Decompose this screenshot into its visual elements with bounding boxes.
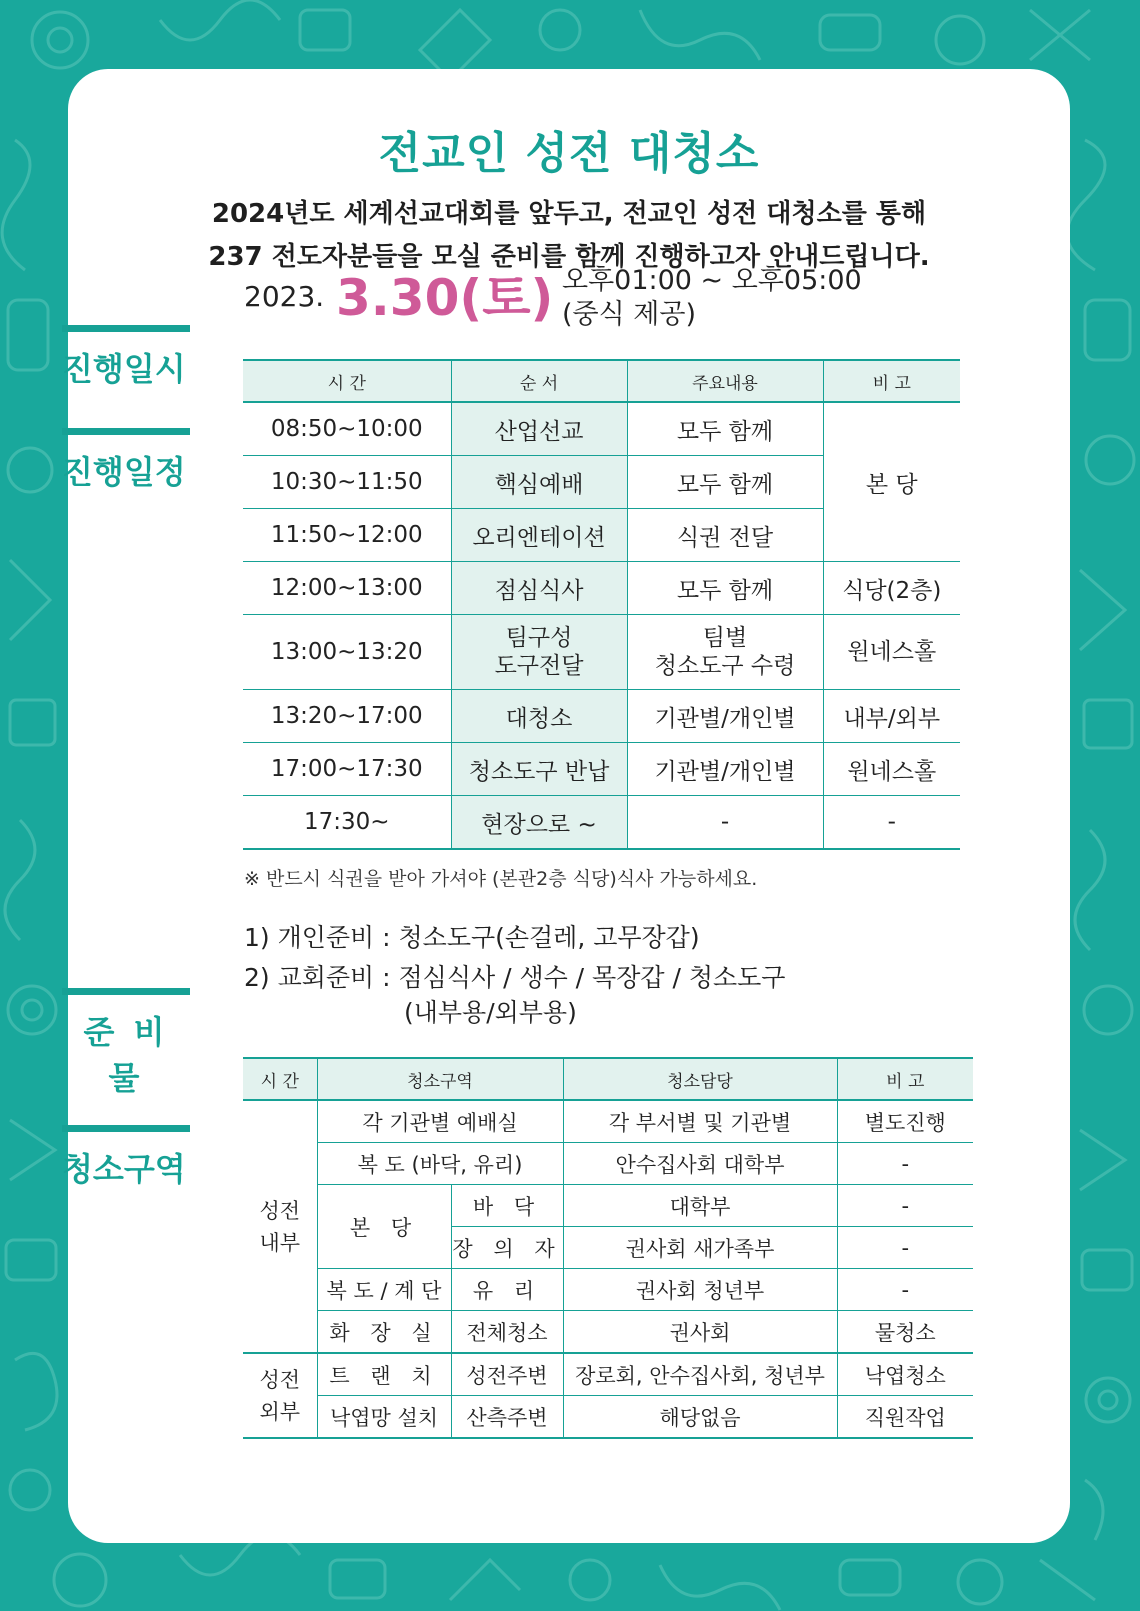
section-label-datetime: 진행일시 bbox=[62, 325, 190, 390]
table-header-row bbox=[243, 1058, 973, 1100]
cell-team: 권사회 bbox=[563, 1311, 837, 1354]
cell-subarea: 바 닥 bbox=[451, 1185, 563, 1227]
header-time: 시 간 bbox=[243, 360, 451, 402]
cell-team: 안수집사회 대학부 bbox=[563, 1143, 837, 1185]
event-lunch-note: (중식 제공) bbox=[562, 299, 696, 330]
cell-subarea: 전체청소 bbox=[451, 1311, 563, 1354]
cell-team: 해당없음 bbox=[563, 1396, 837, 1439]
table-row bbox=[243, 1143, 973, 1185]
intro-line-2: 237 전도자분들을 모실 준비를 함께 진행하고자 안내드립니다. bbox=[208, 242, 930, 272]
cell-area: 복 도 / 계 단 bbox=[317, 1269, 451, 1311]
table-row bbox=[243, 1100, 973, 1143]
cell-order: 오리엔테이션 bbox=[451, 509, 627, 562]
cell-note: - bbox=[837, 1227, 973, 1269]
header-area: 청소구역 bbox=[317, 1058, 563, 1100]
cell-content: 기관별/개인별 bbox=[627, 743, 823, 796]
cell-area: 본 당 bbox=[317, 1185, 451, 1269]
cell-content: 모두 함께 bbox=[627, 456, 823, 509]
supplies-item-personal: 1) 개인준비 : 청소도구(손걸레, 고무장갑) bbox=[244, 923, 700, 952]
cell-team: 권사회 청년부 bbox=[563, 1269, 837, 1311]
table-header-row bbox=[243, 360, 960, 402]
table-row bbox=[243, 1185, 973, 1227]
event-time: 오후01:00 ~ 오후05:00 bbox=[562, 265, 862, 296]
header-note: 비 고 bbox=[837, 1058, 973, 1100]
cell-order: 청소도구 반납 bbox=[451, 743, 627, 796]
cell-area: 각 기관별 예배실 bbox=[317, 1100, 563, 1143]
section-label-schedule: 진행일정 bbox=[62, 428, 190, 493]
cell-note: - bbox=[837, 1269, 973, 1311]
cell-inside-label bbox=[243, 1100, 317, 1353]
cell-time: 12:00~13:00 bbox=[243, 562, 451, 615]
cell-note: 낙엽청소 bbox=[837, 1353, 973, 1396]
intro-line-1: 2024년도 세계선교대회를 앞두고, 전교인 성전 대청소를 통해 bbox=[211, 199, 927, 229]
cell-note: 내부/외부 bbox=[823, 690, 960, 743]
cell-team: 장로회, 안수집사회, 청년부 bbox=[563, 1353, 837, 1396]
event-date: 3.30(토) bbox=[336, 269, 554, 327]
cell-team: 각 부서별 및 기관별 bbox=[563, 1100, 837, 1143]
supplies-list bbox=[244, 918, 785, 1028]
cell-subarea: 성전주변 bbox=[451, 1353, 563, 1396]
table-row bbox=[243, 690, 960, 743]
cell-order bbox=[451, 615, 627, 690]
cell-note: - bbox=[837, 1143, 973, 1185]
cell-order: 대청소 bbox=[451, 690, 627, 743]
meal-ticket-footnote: ※ 반드시 식권을 받아 가셔야 (본관2층 식당)식사 가능하세요. bbox=[244, 868, 758, 890]
cell-content: 모두 함께 bbox=[627, 562, 823, 615]
cell-content: 식권 전달 bbox=[627, 509, 823, 562]
cell-note: 원네스홀 bbox=[823, 743, 960, 796]
cell-subarea: 장 의 자 bbox=[451, 1227, 563, 1269]
supplies-item-church: 2) 교회준비 : 점심식사 / 생수 / 목장갑 / 청소도구 bbox=[244, 963, 786, 992]
header-team: 청소담당 bbox=[563, 1058, 837, 1100]
cell-note: - bbox=[837, 1185, 973, 1227]
header-order: 순 서 bbox=[451, 360, 627, 402]
table-row bbox=[243, 1311, 973, 1354]
cell-time: 13:20~17:00 bbox=[243, 690, 451, 743]
cell-content: 기관별/개인별 bbox=[627, 690, 823, 743]
cell-content-line-2: 청소도구 수령 bbox=[654, 653, 796, 679]
cell-time: 13:00~13:20 bbox=[243, 615, 451, 690]
table-row bbox=[243, 743, 960, 796]
cell-content bbox=[627, 615, 823, 690]
outside-label-line-2: 외부 bbox=[259, 1399, 301, 1424]
cell-time: 08:50~10:00 bbox=[243, 402, 451, 456]
cell-note: 식당(2층) bbox=[823, 562, 960, 615]
cell-order: 산업선교 bbox=[451, 402, 627, 456]
table-row bbox=[243, 1269, 973, 1311]
header-time: 시 간 bbox=[243, 1058, 317, 1100]
section-label-supplies: 준 비 물 bbox=[62, 988, 190, 1099]
cell-team: 대학부 bbox=[563, 1185, 837, 1227]
cell-order: 핵심예배 bbox=[451, 456, 627, 509]
table-row bbox=[243, 402, 960, 456]
cell-note: 별도진행 bbox=[837, 1100, 973, 1143]
cell-time: 17:00~17:30 bbox=[243, 743, 451, 796]
cell-note-merged: 본 당 bbox=[823, 402, 960, 562]
event-year: 2023. bbox=[244, 280, 325, 313]
cell-area: 트 랜 치 bbox=[317, 1353, 451, 1396]
outside-label-line-1: 성전 bbox=[259, 1367, 301, 1392]
table-row bbox=[243, 796, 960, 850]
cell-note: 원네스홀 bbox=[823, 615, 960, 690]
section-label-zones: 청소구역 bbox=[62, 1125, 190, 1190]
schedule-table bbox=[243, 359, 960, 850]
cell-note: 직원작업 bbox=[837, 1396, 973, 1439]
cell-note: - bbox=[823, 796, 960, 850]
header-note: 비 고 bbox=[823, 360, 960, 402]
table-row bbox=[243, 1353, 973, 1396]
cell-content: 모두 함께 bbox=[627, 402, 823, 456]
inside-label-line-2: 내부 bbox=[259, 1230, 301, 1255]
table-row bbox=[243, 615, 960, 690]
header-content: 주요내용 bbox=[627, 360, 823, 402]
cell-order: 현장으로 ~ bbox=[451, 796, 627, 850]
cell-area: 복 도 (바닥, 유리) bbox=[317, 1143, 563, 1185]
cell-area: 화 장 실 bbox=[317, 1311, 451, 1354]
page-title: 전교인 성전 대청소 bbox=[378, 128, 760, 179]
cell-subarea: 산측주변 bbox=[451, 1396, 563, 1439]
inside-label-line-1: 성전 bbox=[259, 1198, 301, 1223]
cell-order-line-1: 팀구성 bbox=[505, 625, 573, 651]
cell-subarea: 유 리 bbox=[451, 1269, 563, 1311]
cell-area: 낙엽망 설치 bbox=[317, 1396, 451, 1439]
cell-order-line-2: 도구전달 bbox=[494, 653, 584, 679]
cell-time: 11:50~12:00 bbox=[243, 509, 451, 562]
table-row bbox=[243, 1396, 973, 1439]
cell-content-line-1: 팀별 bbox=[702, 625, 748, 651]
table-row bbox=[243, 562, 960, 615]
cell-time: 10:30~11:50 bbox=[243, 456, 451, 509]
cell-team: 권사회 새가족부 bbox=[563, 1227, 837, 1269]
cell-content: - bbox=[627, 796, 823, 850]
cell-note: 물청소 bbox=[837, 1311, 973, 1354]
supplies-item-church-cont: (내부용/외부용) bbox=[404, 998, 577, 1027]
cell-order: 점심식사 bbox=[451, 562, 627, 615]
cell-outside-label bbox=[243, 1353, 317, 1438]
cleaning-zone-table bbox=[243, 1057, 973, 1439]
cell-time: 17:30~ bbox=[243, 796, 451, 850]
